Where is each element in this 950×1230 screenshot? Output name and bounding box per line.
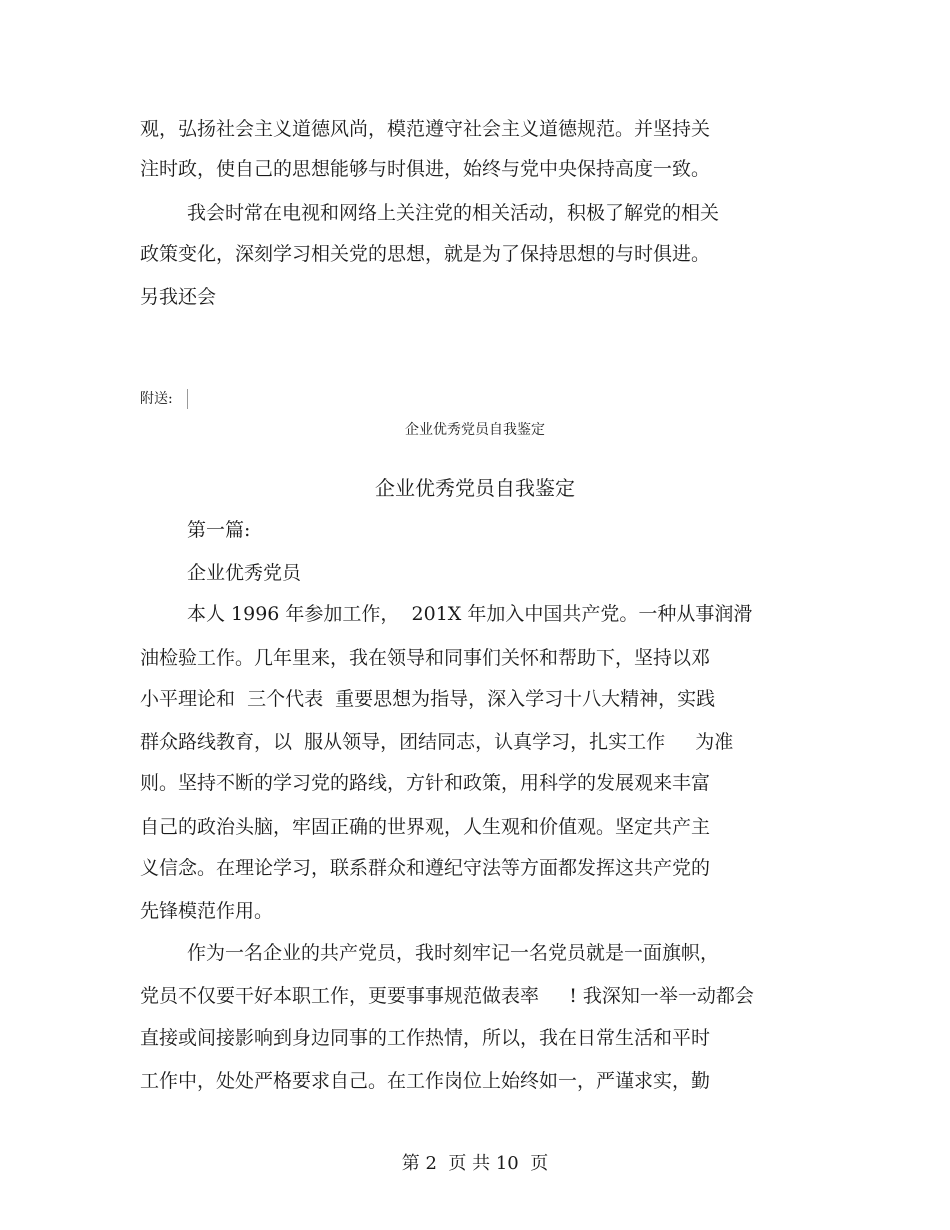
body-line: 先锋模范作用。 <box>140 900 274 922</box>
paragraph-line: 政策变化，深刻学习相关党的思想，就是为了保持思想的与时俱进。 <box>140 243 711 265</box>
text-cursor-divider <box>187 389 188 409</box>
paragraph-line: 我会时常在电视和网络上关注党的相关活动，积极了解党的相关 <box>187 202 720 224</box>
paragraph-line: 观，弘扬社会主义道德风尚，模范遵守社会主义道德规范。并坚持关 <box>140 118 711 140</box>
body-line: 党员不仅要干好本职工作，更要事事规范做表率 ! 我深知一举一动都会 <box>140 985 754 1007</box>
body-line: 自己的政治头脑，牢固正确的世界观，人生观和价值观。坚定共产主 <box>140 816 711 838</box>
section-heading: 第一篇: <box>187 519 251 541</box>
body-line: 群众路线教育，以 服从领导，团结同志，认真学习，扎实工作 为准 <box>140 731 734 753</box>
body-line: 作为一名企业的共产党员，我时刻牢记一名党员就是一面旗帜， <box>187 942 720 964</box>
page-number-footer: 第 2 页 共 10 页 <box>401 1153 549 1174</box>
small-title: 企业优秀党员自我鉴定 <box>405 422 545 438</box>
body-line: 直接或间接影响到身边同事的工作热情，所以，我在日常生活和平时 <box>140 1027 711 1049</box>
section-subheading: 企业优秀党员 <box>187 562 302 584</box>
body-line: 油检验工作。几年里来，我在领导和同事们关怀和帮助下，坚持以邓 <box>140 647 711 669</box>
body-line: 则。坚持不断的学习党的路线，方针和政策，用科学的发展观来丰富 <box>140 772 711 794</box>
body-line: 工作中，处处严格要求自己。在工作岗位上始终如一，严谨求实，勤 <box>140 1070 711 1092</box>
body-line: 小平理论和 三个代表 重要思想为指导，深入学习十八大精神，实践 <box>140 688 716 710</box>
attachment-label: 附送: <box>140 391 173 407</box>
paragraph-line: 注时政，使自己的思想能够与时俱进，始终与党中央保持高度一致。 <box>140 158 711 180</box>
body-line: 义信念。在理论学习，联系群众和遵纪守法等方面都发挥这共产党的 <box>140 857 711 879</box>
page-title: 企业优秀党员自我鉴定 <box>375 476 575 500</box>
paragraph-line: 另我还会 <box>140 286 217 308</box>
body-line: 本人 1996 年参加工作， 201X 年加入中国共产党。一种从事润滑 <box>187 603 753 625</box>
